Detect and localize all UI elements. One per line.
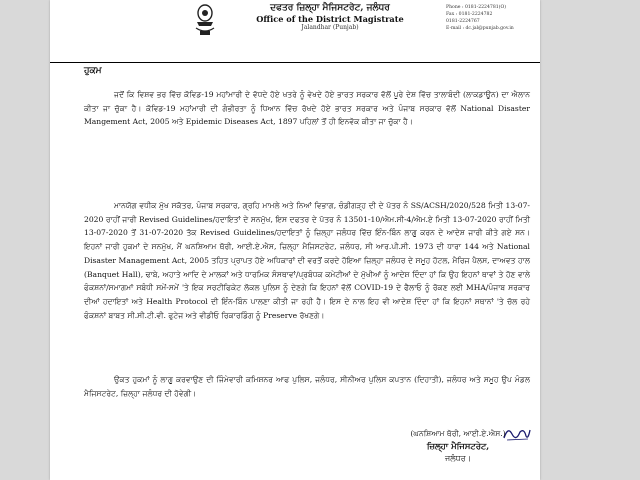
paragraph-1: ਜਦੋਂ ਕਿ ਵਿਸ਼ਵ ਭਰ ਵਿੱਚ ਕੋਵਿਡ-19 ਮਹਾਂਮਾਰੀ ਦੇ ਵੱਧਦੇ ਹੋਏ ਖਤਰੇ ਨੂੰ ਵੇਖਦੇ ਹੋਏ ਭਾਰਤ ਸਰਕਾਰ ਵੱਲੋਂ ਪੂਰੇ ਦੇਸ਼ ਵਿੱਚ ਤਾਲਾਬੰਦੀ (ਲਾਕਡਾਊਨ) ਦਾ ਐਲਾਨ ਕੀਤਾ ਜਾ ਚੁੱਕਾ ਹੈ। ਕੋਵਿਡ-19 ਮਹਾਂਮਾਰੀ ਦੀ ਗੰਭੀਰਤਾ ਨੂੰ ਧਿਆਨ ਵਿੱਚ ਰੱਖਦੇ ਹੋਏ ਭਾਰਤ ਸਰਕਾਰ ਅਤੇ ਪੰਜਾਬ ਸਰਕਾਰ ਵੱਲੋਂ National Disaster Mangement Act, 2005 ਅਤੇ Epidemic Diseases Act, 1897 ਪਹਿਲਾਂ ਤੋਂ ਹੀ ਇਨਵੋਕ ਕੀਤਾ ਜਾ ਚੁੱਕਾ ਹੈ। <box>84 90 530 127</box>
paragraph-2: ਮਾਨਯੋਗ ਵਧੀਕ ਮੁੱਖ ਸਕੱਤਰ, ਪੰਜਾਬ ਸਰਕਾਰ, ਗ੍ਰਹਿ ਮਾਮਲੇ ਅਤੇ ਨਿਆਂ ਵਿਭਾਗ, ਚੰਡੀਗੜ੍ਹ ਦੀ ਦੇ ਪੱਤਰ ਨੰ SS/ACSH/2020/528 ਮਿਤੀ 13-07-2020 ਰਾਹੀਂ ਜਾਰੀ Revised Guidelines/ਹਦਾਇਤਾਂ ਦੇ ਸਨਮੁੱਖ, ਇਸ ਦਫਤਰ ਦੇ ਪੱਤਰ ਨੰ 13501-10/ਐਮ.ਸੀ-4/ਐਮ.ਏ ਮਿਤੀ 13-07-2020 ਰਾਹੀਂ ਮਿਤੀ 13-07-2020 ਤੋਂ 31-07-2020 ਤੱਕ Revised Guidelines/ਹਦਾਇਤਾਂ ਨੂੰ ਜ਼ਿਲ੍ਹਾ ਜਲੰਧਰ ਵਿੱਚ ਇੰਨ-ਬਿੰਨ ਲਾਗੂ ਕਰਨ ਦੇ ਆਦੇਸ਼ ਜਾਰੀ ਕੀਤੇ ਗਏ ਸਨ। ਇਹਨਾਂ ਜਾਰੀ ਹੁਕਮਾਂ ਦੇ ਸਨਮੁੱਖ, ਮੈਂ ਘਨਸ਼ਿਆਮ ਥੋਰੀ, ਆਈ.ਏ.ਐਸ, ਜ਼ਿਲ੍ਹਾ ਮੈਜਿਸਟਰੇਟ, ਜਲੰਧਰ, ਸੀ ਆਰ.ਪੀ.ਸੀ. 1973 ਦੀ ਧਾਰਾ 144 ਅਤੇ National Disaster Management Act, 2005 ਤਹਿਤ ਪ੍ਰਾਪਤ ਹੋਏ ਅਧਿਕਾਰਾਂ ਦੀ ਵਰਤੋਂ ਕਰਦੇ ਹੋਇਆ ਜ਼ਿਲ੍ਹਾ ਜਲੰਧਰ ਦੇ ਸਮੂਹ ਹੋਟਲ, ਮੈਰਿਜ ਪੈਲਸ, ਦਾਅਵਤ ਹਾਲ (Banquet Hall), ਢਾਬੇ, ਅਹਾਤੇ ਆਦਿ ਦੇ ਮਾਲਕਾਂ ਅਤੇ ਧਾਰਮਿਕ ਸੰਸਥਾਵਾਂ/ਪ੍ਰਬੰਧਕ ਕਮੇਟੀਆਂ ਦੇ ਮੁੱਖੀਆਂ ਨੂੰ ਆਦੇਸ਼ ਦਿੰਦਾ ਹਾਂ ਕਿ ਉਹ ਇਹਨਾਂ ਥਾਵਾਂ ਤੇ ਹੋਣ ਵਾਲੇ ਫੰਕਸ਼ਨਾਂ/ਸਮਾਗਮਾਂ ਸਬੰਧੀ ਸਮੇਂ-ਸਮੇਂ 'ਤੇ ਇਕ ਸਰਟੀਫਿਕੇਟ ਲੋਕਲ ਪੁਲਿਸ ਨੂੰ ਦੇਣਗੇ ਕਿ ਇਹਨਾਂ ਵੱਲੋਂ COVID-19 ਦੇ ਫੈਲਾਓ ਨੂੰ ਰੋਕਣ ਲਈ MHA/ਪੰਜਾਬ ਸਰਕਾਰ ਦੀਆਂ ਹਦਾਇਤਾਂ ਅਤੇ Health Protocol ਦੀ ਇੰਨ-ਬਿੰਨ ਪਾਲਣਾ ਕੀਤੀ ਜਾ ਰਹੀ ਹੈ। ਇਸ ਦੇ ਨਾਲ ਇਹ ਵੀ ਆਦੇਸ਼ ਦਿੰਦਾ ਹਾਂ ਕਿ ਇਹਨਾਂ ਸਥਾਨਾਂ 'ਤੇ ਚੱਲ ਰਹੇ ਫੰਕਸ਼ਨਾਂ ਬਾਬਤ ਸੀ.ਸੀ.ਟੀ.ਵੀ. ਫੁਟੇਜ ਅਤੇ ਵੀਡੀਓ ਰਿਕਾਰਡਿੰਗ ਨੂੰ Preserve ਰੱਖਣਗੇ। <box>84 201 530 320</box>
contact-details <box>446 4 536 32</box>
contact-line: 0181-2224767 <box>446 19 480 24</box>
order-heading: ਹੁਕਮ <box>84 66 102 76</box>
office-title <box>255 2 405 32</box>
signature-block <box>378 428 538 465</box>
contact-line: Fax : 0181-2224782 <box>446 12 493 17</box>
document-page <box>50 0 540 480</box>
contact-line: Phone : 0181-2224781(O) <box>446 5 507 10</box>
office-title-english: Office of the District Magistrate <box>256 14 404 24</box>
paragraph-3: ਉਕਤ ਹੁਕਮਾਂ ਨੂੰ ਲਾਗੂ ਕਰਵਾਉਣ ਦੀ ਜਿੰਮੇਵਾਰੀ ਕਮਿਸ਼ਨਰ ਆਫ ਪੁਲਿਸ, ਜਲੰਧਰ, ਸੀਨੀਅਰ ਪੁਲਿਸ ਕਪਤਾਨ (ਦਿਹਾਤੀ), ਜਲੰਧਰ ਅਤੇ ਸਮੂਹ ਉਪ ਮੰਡਲ ਮੈਜਿਸਟਰੇਟ, ਜ਼ਿਲ੍ਹਾ ਜਲੰਧਰ ਦੀ ਹੋਵੇਗੀ। <box>84 375 530 398</box>
state-emblem-icon <box>193 4 217 38</box>
office-title-punjabi: ਦਫਤਰ ਜ਼ਿਲ੍ਹਾ ਮੈਜਿਸਟਰੇਟ, ਜਲੰਧਰ <box>270 3 390 13</box>
signatory-city: ਜਲੰਧਰ। <box>444 454 472 463</box>
contact-line: E-mail : dc.jal@punjab.gov.in <box>446 26 514 31</box>
letterhead <box>50 0 540 63</box>
office-city: Jalandhar (Punjab) <box>301 24 359 31</box>
signatory-name: (ਘਨਸ਼ਿਆਮ ਥੋਰੀ, ਆਈ.ਏ.ਐਸ.) <box>410 429 506 438</box>
signatory-title: ਜ਼ਿਲ੍ਹਾ ਮੈਜਿਸਟਰੇਟ, <box>426 441 490 451</box>
